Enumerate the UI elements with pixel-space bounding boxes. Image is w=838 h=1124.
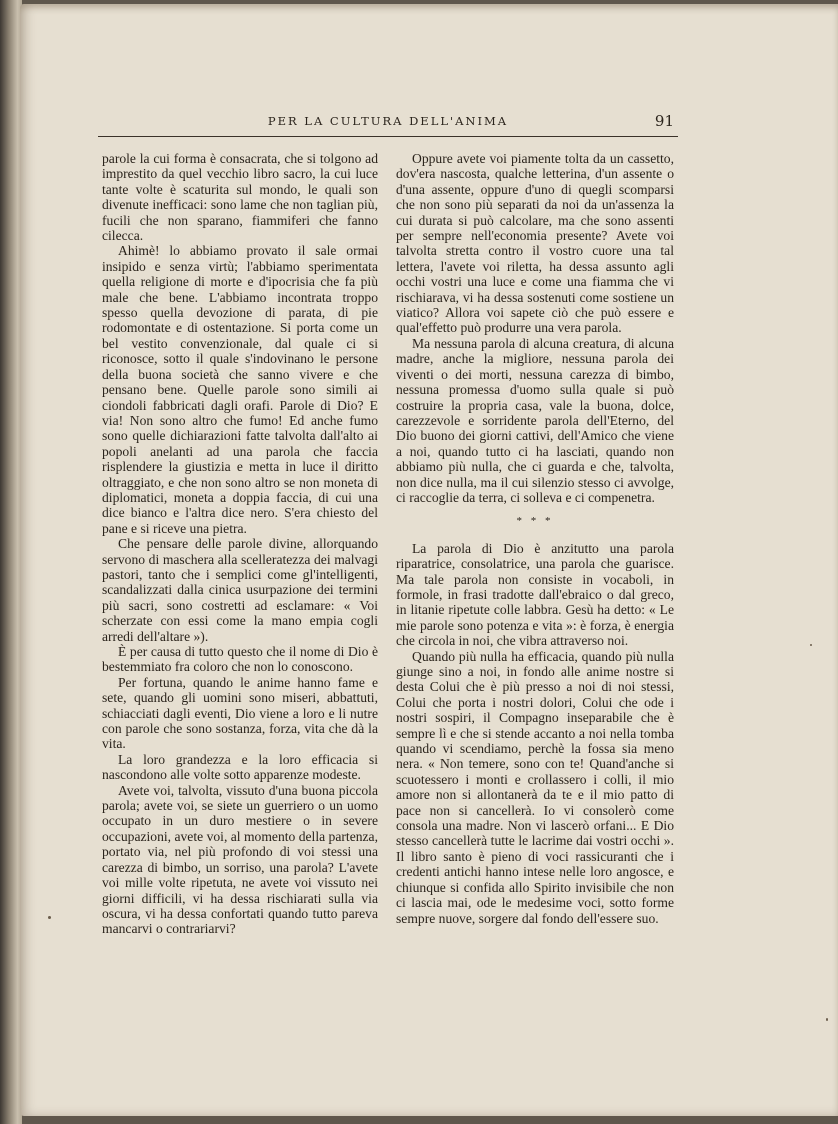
paragraph: Che pensare delle parole divine, allorquando servono di maschera alla scelleratezza dei malvagi pastori, tanto che i semplici come gl'intelligenti, scandalizzati dalla cinica usurpazione dei termini più sacri, sono costretti ad esclamare: « Voi scherzate con essi come la mano empia cogli arredi dell'altare »).	[102, 536, 378, 644]
page-header	[98, 114, 678, 137]
page-number: 91	[654, 112, 674, 130]
paper-speck	[810, 644, 812, 646]
paragraph: Quando più nulla ha efficacia, quando più nulla giunge sino a noi, in fondo alle anime nostre si desta Colui che è più presso a noi di noi stessi, Colui che porta i nostri dolori, Colui che ode i nostri sospiri, il Compagno inseparabile che è sempre lì e che si stende accanto a noi nella tomba quando vi scendiamo, perchè la fossa sia meno nera. « Non temere, sono con te! Quand'anche si scuotessero i monti e crollassero i colli, il mio amore non si allontanerà da te e il mio patto di pace non si cancellerà. Io vi consolerò come consola una madre. Non vi lascerò orfani... E Dio stesso cancellerà tutte le lacrime dai vostri occhi ». Il libro santo è pieno di voci rassicuranti che i credenti antichi hanno intese nelle loro angosce, e chiunque si confida allo Spirito invisibile che non ci lascia mai, ode le medesime voci, sotto forme sempre nuove, sorgere dal fondo dell'essere suo.	[396, 648, 674, 926]
paragraph: La parola di Dio è anzitutto una parola riparatrice, consolatrice, una parola che guarisce. Ma tale parola non consiste in vocaboli, in formole, in frasi tradotte dall'ebraico o dal greco, in litanie ripetute colle labbra. Gesù ha detto: « Le mie parole sono potenza e vita »: è forza, è energia che circola in noi, che vibra attraverso noi.	[396, 540, 674, 649]
right-column	[396, 151, 674, 926]
paragraph: È per causa di tutto questo che il nome di Dio è bestemmiato fra coloro che non lo conoscono.	[102, 644, 378, 675]
paragraph: parole la cui forma è consacrata, che si tolgono ad imprestito da quel vecchio libro sacro, la cui luce tante volte è scaturita sul mondo, le quali son divenute inefficaci: sono lame che non taglian più, fucili che non sparano, fiammiferi che fanno cilecca.	[102, 151, 378, 244]
paragraph: Oppure avete voi piamente tolta da un cassetto, dov'era nascosta, qualche letterina, d'un assente o d'una assente, oppure d'uno di quegli scomparsi che non sono più separati da noi da un'assenza la cui durata si può calcolare, ma che sono assenti per sempre nell'economia presente? Avete voi talvolta stretta contro il vostro cuore una tal lettera, l'avete voi riletta, ha dessa assunto agli occhi vostri una luce e come una fiamma che vi rischiarava, vi ha dessa sostenuti come sostiene un viatico? Allora voi sapete ciò che può essere e qual'effetto può produrre una vera parola.	[396, 151, 674, 336]
paragraph: La loro grandezza e la loro efficacia si nascondono alle volte sotto apparenze modeste.	[102, 751, 378, 783]
paragraph: Ahimè! lo abbiamo provato il sale ormai insipido e senza virtù; l'abbiamo sperimentata quella religione di morte e d'ipocrisia che fa più male che bene. L'abbiamo incontrata troppo spesso quella devozione di parata, di pie rodomontate e di ostentazione. Si porta come un bel vestito convenzionale, dal quale ci si riconosce, sotto il quale s'indovinano le persone della buona società che sanno vivere e che pensano bene. Quelle parole sono simili ai ciondoli fabbricati dagli orafi. Parole di Dio? E via! Non sono altro che fumo! Ed anche fumo sono quelle dichiarazioni fatte talvolta dall'alto ai popoli anelanti ad una parola che faccia risplendere la giustizia e metta in luce il diritto oltraggiato, e che non sono altro se non moneta di diplomatici, moneta a doppia faccia, di cui una dice bianco e l'altra dice nero. S'era chiesto del pane e si riceve una pietra.	[102, 243, 378, 536]
running-title: PER LA CULTURA DELL'ANIMA	[267, 114, 509, 128]
paragraph: Avete voi, talvolta, vissuto d'una buona piccola parola; avete voi, se siete un guerriero o un uomo occupato in un duro mestiere o in severe occupazioni, avete voi, al momento della partenza, portato via, nel più profondo di voi stessi una carezza di bimbo, un sorriso, una parola? L'avete voi mille volte ripetuta, ne avete voi vissuto nei giorni difficili, vi ha dessa rischiarati sulla via oscura, vi ha dessa confortati quando tutto pareva mancarvi o contrariarvi?	[102, 782, 378, 937]
paper-speck	[48, 916, 51, 919]
previous-page-edge	[0, 0, 22, 1124]
paper-speck	[826, 1018, 828, 1021]
section-separator: * * *	[516, 515, 554, 528]
paragraph: Ma nessuna parola di alcuna creatura, di alcuna madre, anche la migliore, nessuna parola dei viventi o dei morti, nessuna carezza di bimbo, nessuna promessa d'uomo sulla quale si può costruire la propria casa, vale la buona, dolce, carezzevole e sorridente parola dell'Eterno, del Dio buono dei giorni cattivi, dell'Amico che viene a noi, quando tutto ci ha lasciati, quando non abbiamo più nulla, che ci guarda e che, talvolta, non dice nulla, ma il cui silenzio stesso ci avvolge, ci raccoglie da terra, ci solleva e ci compenetra.	[396, 335, 674, 505]
left-column	[102, 151, 378, 937]
paragraph: Per fortuna, quando le anime hanno fame e sete, quando gli uomini sono miseri, abbattuti, schiacciati dagli eventi, Dio viene a loro e li nutre con parole che sono sostanza, forza, vita che dà la vita.	[102, 674, 378, 752]
